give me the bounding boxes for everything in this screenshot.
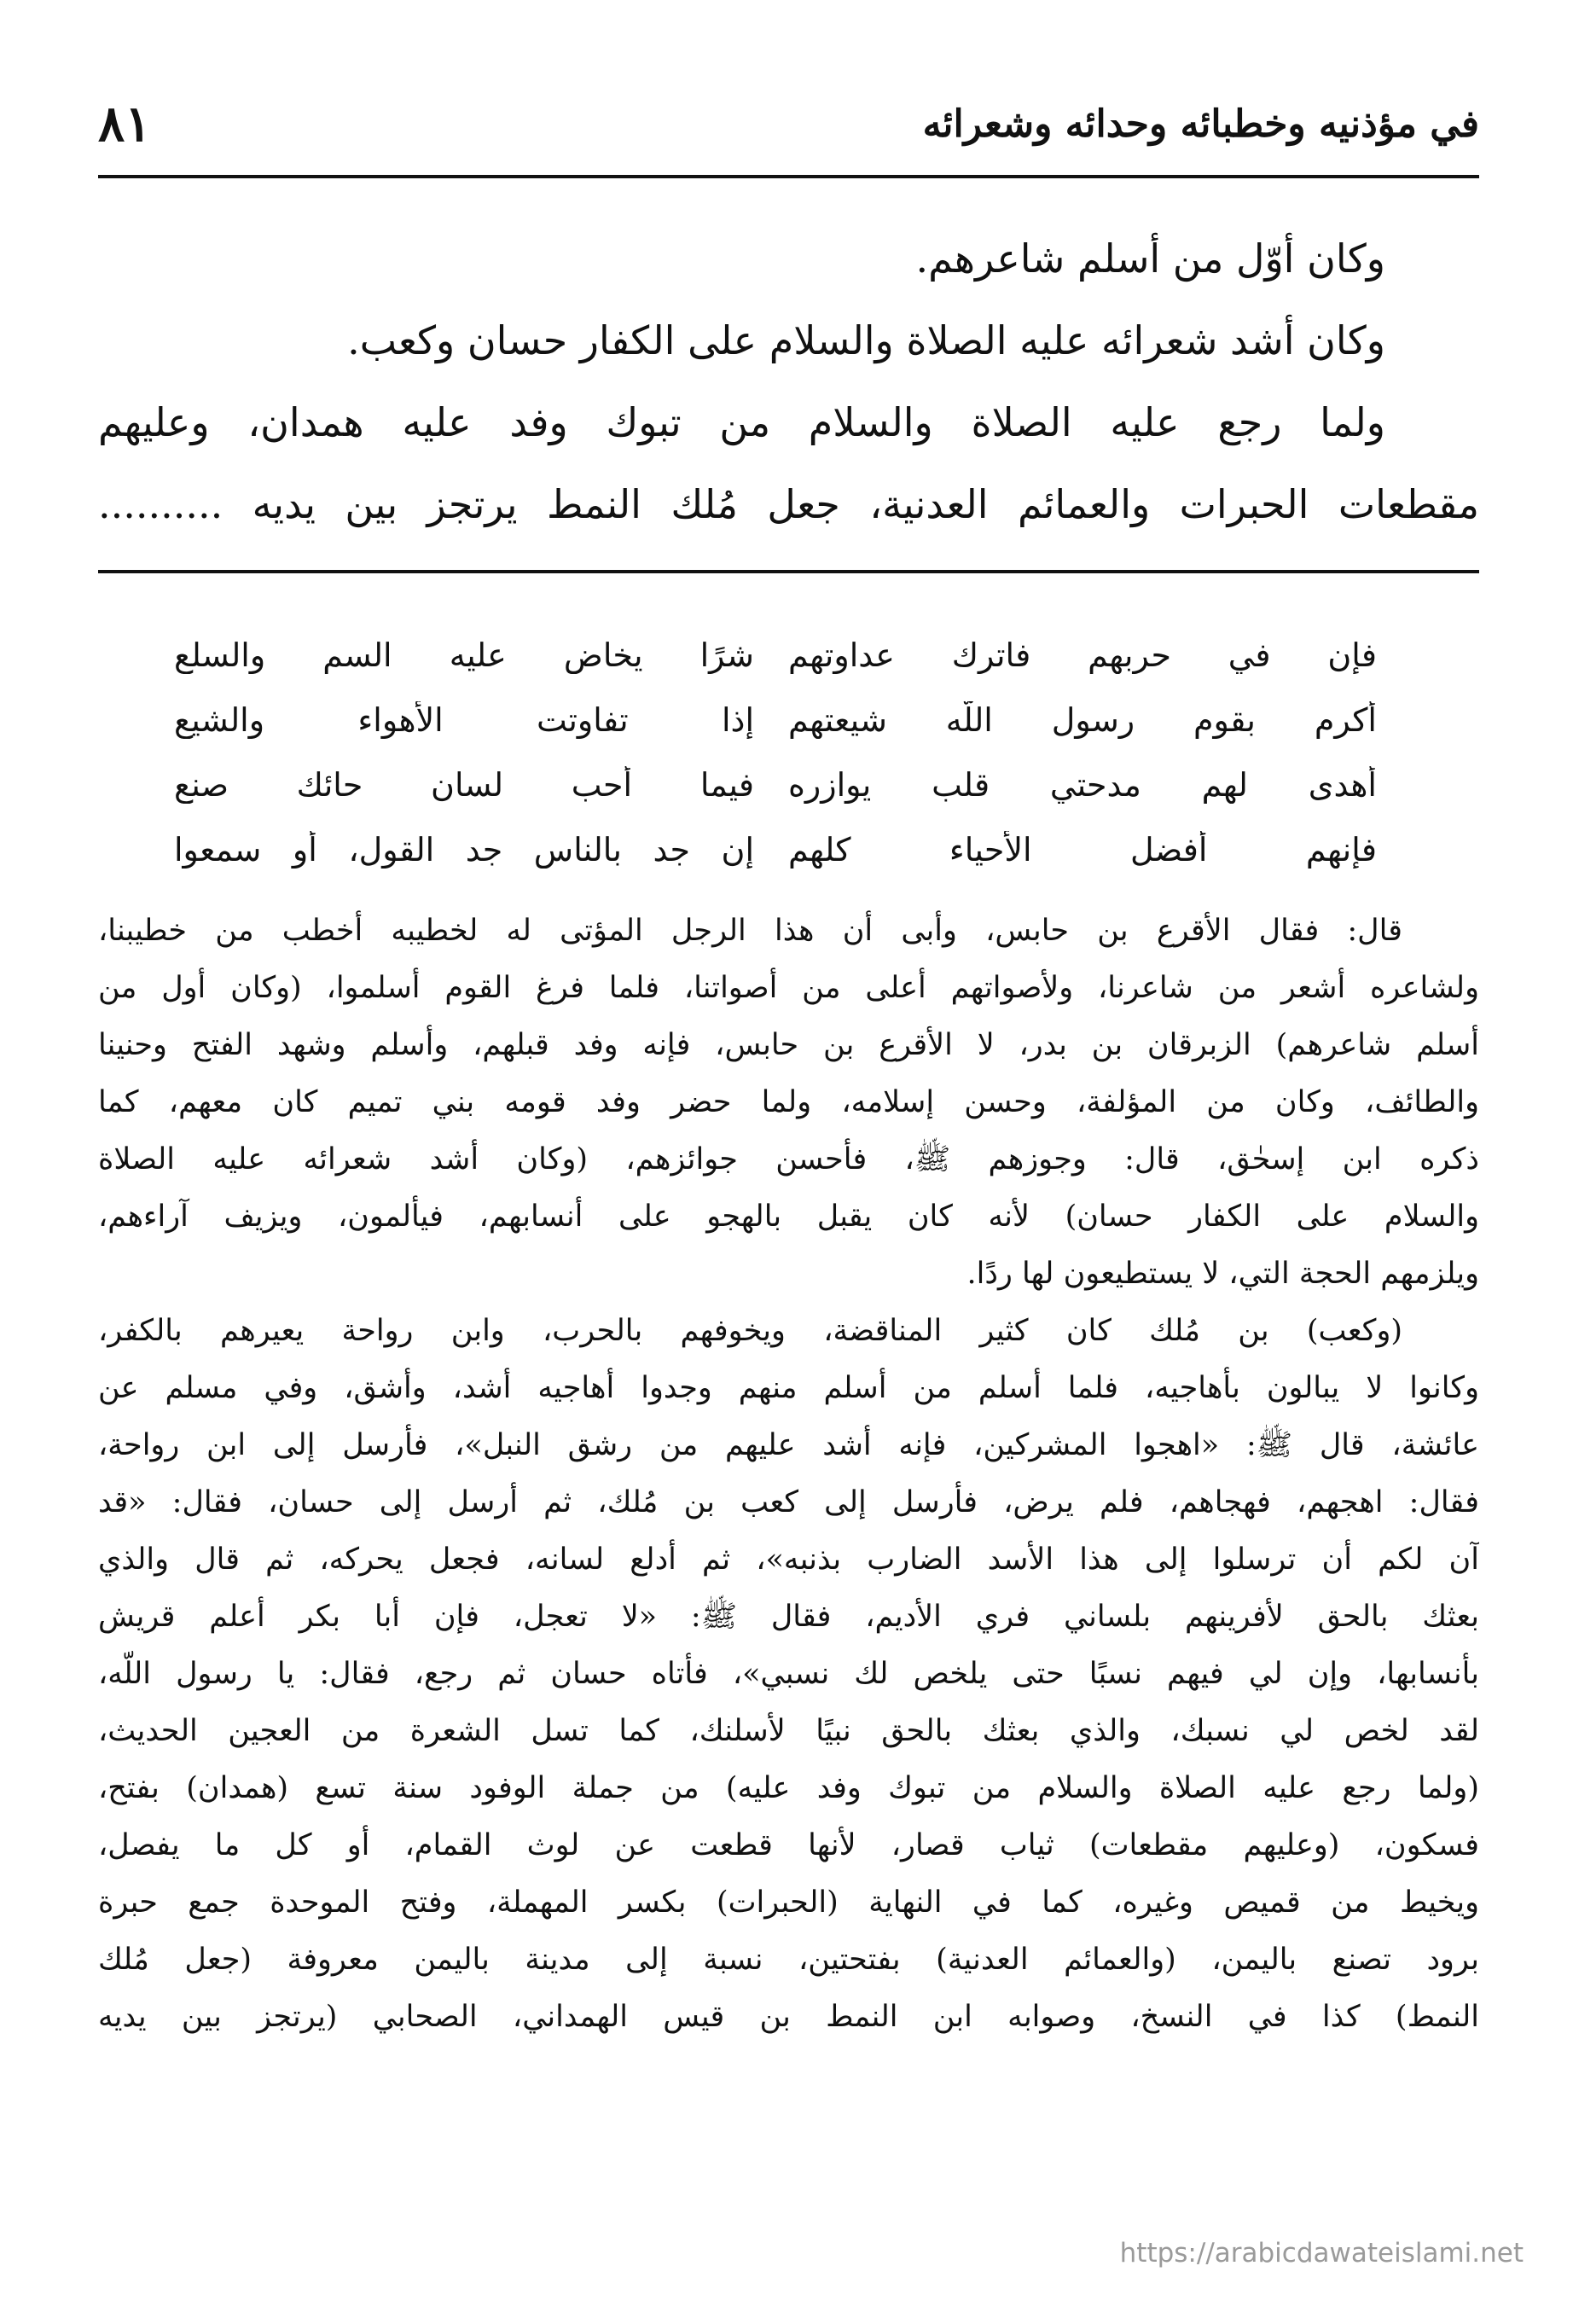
matn-line: مقطعات الحبرات والعمائم العدنية، جعل مُلك النمط يرتجز بين يديه .......... (98, 481, 1479, 527)
commentary-line: والسلام على الكفار حسان) لأنه كان يقبل بالهجو على أنسابهم، فيألمون، ويزيف آراءهم، (98, 1200, 1479, 1234)
commentary-line: والطائف، وكان من المؤلفة، وحسن إسلامه، ولما حضر وفد قومه بني تميم كان معهم، كما (98, 1085, 1479, 1119)
commentary-line: بأنسابها، وإن لي فيهم نسبًا حتى يلخص لك نسبي»، فأتاه حسان ثم رجع، فقال: يا رسول اللّه، (98, 1657, 1479, 1691)
matn-separator-rule (98, 570, 1479, 573)
verse-first-hemistich: أهدى لهم مدحتي قلب يوازره (788, 766, 1377, 804)
verse-second-hemistich: شرًا يخاض عليه السم والسلع (174, 636, 754, 674)
matn-line: وكان أوّل من أسلم شاعرهم. (915, 235, 1385, 282)
commentary-line: بعثك بالحق لأفرينهم بلساني فري الأديم، فقال ﷺ: «لا تعجل، فإن أبا بكر أعلم قريش (98, 1600, 1479, 1634)
verse-second-hemistich: إذا تفاوتت الأهواء والشيع (174, 701, 754, 739)
source-watermark: https://arabicdawateislami.net (1119, 2238, 1524, 2269)
verse-first-hemistich: فإنهم أفضل الأحياء كلهم (788, 831, 1377, 869)
commentary-line: ويلزمهم الحجة التي، لا يستطيعون لها ردًا. (966, 1257, 1479, 1291)
poem-verse (98, 752, 1479, 817)
commentary-line: ولشاعره أشعر من شاعرنا، ولأصواتهم أعلى من أصواتنا، فلما فرغ القوم أسلموا، (وكان أول من (98, 971, 1479, 1005)
verse-first-hemistich: أكرم بقوم رسول اللّه شيعتهم (788, 701, 1377, 739)
matn-line: وكان أشد شعرائه عليه الصلاة والسلام على الكفار حسان وكعب. (347, 317, 1385, 363)
commentary-line: ذكره ابن إسحٰق، قال: وجوزهم ﷺ، فأحسن جوائزهم، (وكان أشد شعرائه عليه الصلاة (98, 1142, 1479, 1177)
commentary-line: النمط) كذا في النسخ، وصوابه ابن النمط بن قيس الهمداني، الصحابي (يرتجز بين يديه (98, 2000, 1479, 2034)
commentary-line: وكانوا لا يبالون بأهاجيه، فلما أسلم من أسلم منهم وجدوا أهاجيه أشد، وأشق، وفي مسلم عن (98, 1371, 1479, 1405)
commentary-line: فقال: اهجهم، فهجاهم، فلم يرض، فأرسل إلى كعب بن مُلك، ثم أرسل إلى حسان، فقال: «قد (98, 1485, 1479, 1519)
commentary-line: عائشة، قال ﷺ: «اهجوا المشركين، فإنه أشد عليهم من رشق النبل»، فأرسل إلى ابن رواحة، (98, 1428, 1479, 1462)
verse-second-hemistich: إن جد بالناس جد القول، أو سمعوا (174, 831, 754, 869)
running-title: في مؤذنيه وخطبائه وحدائه وشعرائه (922, 102, 1479, 146)
verse-first-hemistich: فإن في حربهم فاترك عداوتهم (788, 636, 1377, 674)
commentary-line: فسكون، (وعليهم مقطعات) ثياب قصار، لأنها قطعت عن لوث القمام، أو كل ما يفصل، (98, 1828, 1479, 1862)
commentary-text (98, 903, 1479, 2046)
commentary-line: قال: فقال الأقرع بن حابس، وأبى أن هذا الرجل المؤتى له لخطيبه أخطب من خطيبنا، (98, 914, 1402, 948)
poem (98, 623, 1479, 882)
commentary-line: (وكعب) بن مُلك كان كثير المناقضة، ويخوفهم بالحرب، وابن رواحة يعيرهم بالكفر، (98, 1314, 1402, 1348)
commentary-line: آن لكم أن ترسلوا إلى هذا الأسد الضارب بذنبه»، ثم أدلع لسانه، فجعل يحركه، ثم قال والذي (98, 1543, 1479, 1577)
commentary-line: أسلم شاعرهم) الزبرقان بن بدر، لا الأقرع بن حابس، فإنه وفد قبلهم، وأسلم وشهد الفتح وحنينا (98, 1028, 1479, 1062)
header-rule (98, 175, 1479, 178)
matn-line: ولما رجع عليه الصلاة والسلام من تبوك وفد عليه همدان، وعليهم (98, 399, 1385, 445)
matn-text (98, 218, 1479, 545)
poem-verse (98, 688, 1479, 752)
commentary-line: لقد لخص لي نسبك، والذي بعثك بالحق نبيًا لأسلنك، كما تسل الشعرة من العجين الحديث، (98, 1714, 1479, 1748)
page-header (98, 81, 1479, 166)
commentary-line: برود تصنع باليمن، (والعمائم العدنية) بفتحتين، نسبة إلى مدينة باليمن معروفة (جعل مُلك (98, 1943, 1479, 1977)
page-number: ٨١ (98, 95, 152, 153)
verse-second-hemistich: فيما أحب لسان حائك صنع (174, 766, 754, 804)
poem-verse (98, 623, 1479, 688)
commentary-line: ويخيط من قميص وغيره، كما في النهاية (الحبرات) بكسر المهملة، وفتح الموحدة جمع حبرة (98, 1885, 1479, 1920)
commentary-line: (ولما رجع عليه الصلاة والسلام من تبوك وفد عليه) من جملة الوفود سنة تسع (همدان) بفتح، (98, 1771, 1479, 1805)
poem-verse (98, 817, 1479, 882)
